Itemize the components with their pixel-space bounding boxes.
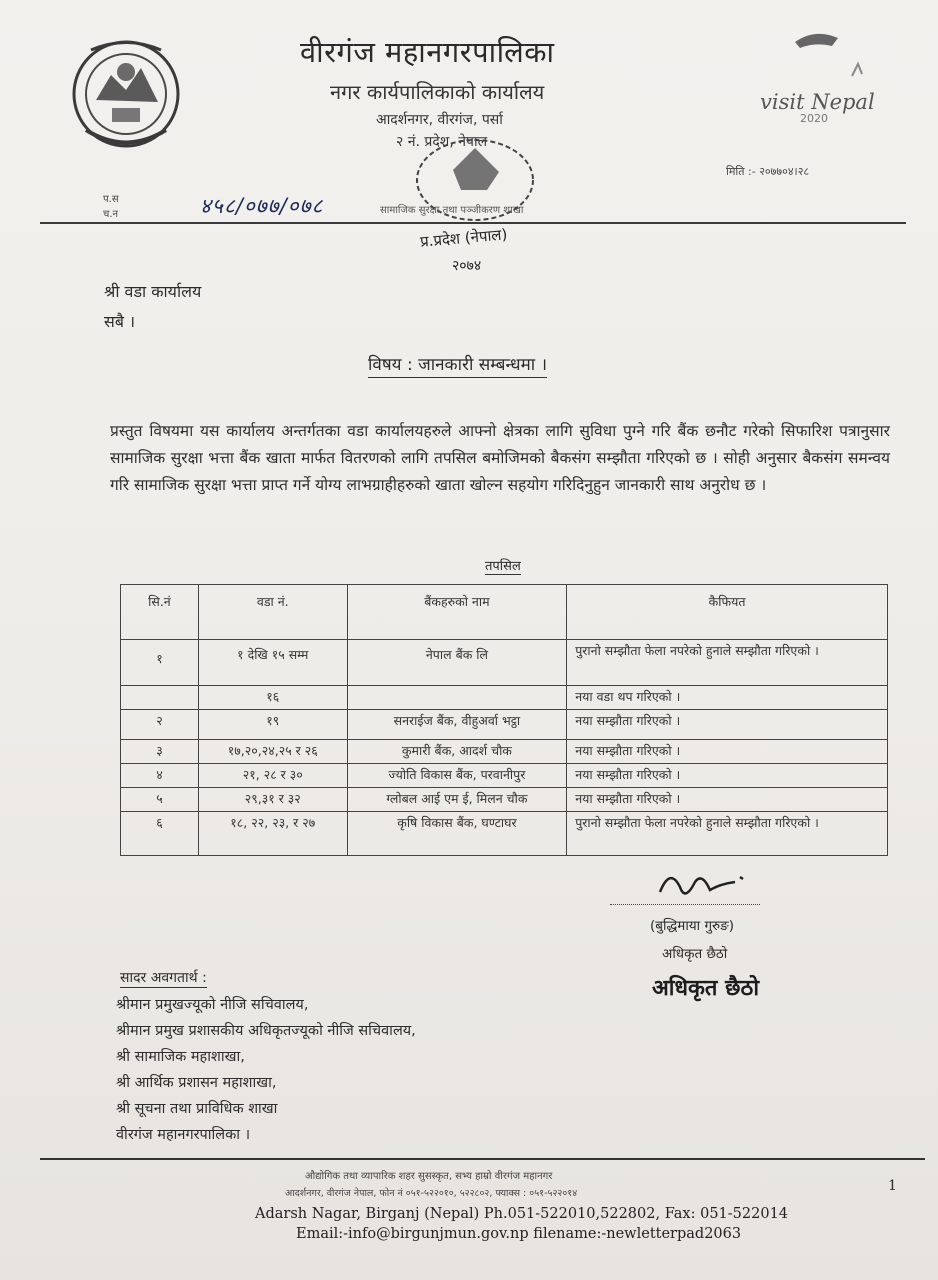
office-address: आदर्शनगर, वीरगंज, पर्सा [376,112,503,128]
signature-line [610,904,760,905]
office-title: वीरगंज महानगरपालिका [300,35,555,69]
cc-title: सादर अवगतार्थ : [120,970,207,986]
cc-item: श्री आर्थिक प्रशासन महाशाखा, [116,1075,277,1091]
table-caption: तपसिल [485,556,521,575]
cc-item: श्री सूचना तथा प्राविधिक शाखा [116,1101,278,1117]
signatory-stamp: अधिकृत छैठो [652,976,760,1001]
letter-body: प्रस्तुत विषयमा यस कार्यालय अन्तर्गतका वडा कार्यालयहरुले आफ्नो क्षेत्रका लागि सुविधा पुग्ने गरि बैंक छनौट गरेको सिफारिश पत्रानुसार सामाजिक सुरक्षा भत्ता बैंक खाता मार्फत वितरणको लागि तपसिल बमोजिमको बैकसंग सम्झौता गरिएको छ । सोही अनुसार बैकसंग समन्वय गरि सामाजिक सुरक्षा भत्ता प्राप्त गर्ने योग्य लाभग्राहीहरुको खाता खोल्न सहयोग गरिदिनुहुन जानकारी साथ अनुरोध छ । [110,422,890,494]
cc-item: वीरगंज महानगरपालिका । [116,1127,251,1143]
footer-slogan: औद्योगिक तथा व्यापारिक शहर सुसस्कृत, सभ्य हाम्रो वीरगंज महानगर [305,1171,553,1182]
office-stamp-icon [395,120,555,270]
table-row: ४ २१, २८ र ३० ज्योति विकास बैंक, परवानीपुर नया सम्झौता गरिएको । [121,764,888,788]
cc-item: श्रीमान प्रमुखज्यूको नीजि सचिवालय, [116,997,309,1013]
visit-nepal-logo-icon [760,24,900,134]
recipient-line-2: सबै । [104,312,136,331]
visit-nepal-year: 2020 [800,112,828,125]
table-header-row [121,585,888,640]
department-name: सामाजिक सुरक्षा तथा पञ्जीकरण शाखा [380,205,524,216]
visit-nepal-text: visit Nepal [760,90,875,114]
header-bank: बैंकहरुको नाम [347,585,567,640]
stamp-year: २०७४ [452,258,482,274]
patra-label: प.स च.न [103,194,119,220]
page-number: 1 [888,1178,897,1194]
office-subtitle: नगर कार्यपालिकाको कार्यालय [330,80,545,104]
nepal-emblem-icon [66,30,186,155]
letter-subject: विषय : जानकारी सम्बन्धमा । [368,352,547,378]
signatory-name: (बुद्धिमाया गुरुङ) [650,918,734,934]
footer-address-nepali: आदर्शनगर, वीरगंज नेपाल, फोन नं ०५१-५२२०१०, ५२२८०२, फ्याक्स : ०५१-५२२०१४ [285,1188,578,1199]
recipient-line-1: श्री वडा कार्यालय [104,282,202,301]
bank-agreement-table [120,584,888,856]
footer-address-english: Adarsh Nagar, Birganj (Nepal) Ph.051-522010,522802, Fax: 051-522014 [255,1206,789,1222]
footer-rule [40,1158,925,1160]
office-ward: २ नं. प्रदेश, नेपाल [396,134,488,150]
letter-date: मिति :- २०७७०४।२८ [726,165,810,178]
header-remark: कैफियत [567,585,888,640]
header-ward: वडा नं. [198,585,347,640]
table-row: ३ १७,२०,२४,२५ र २६ कुमारी बैंक, आदर्श चौक नया सम्झौता गरिएको । [121,740,888,764]
cc-item: श्रीमान प्रमुख प्रशासकीय अधिकृतज्यूको नीजि सचिवालय, [116,1023,416,1039]
cc-item: श्री सामाजिक महाशाखा, [116,1049,245,1065]
footer-email: Email:-info@birgunjmun.gov.np filename:-newletterpad2063 [296,1226,742,1242]
reference-number: ४५८/०७७/०७८ [200,194,324,218]
table-row: ६ १८, २२, २३, र २७ कृषि विकास बैंक, घण्टाघर पुरानो सम्झौता फेला नपरेको हुनाले सम्झौता गरिएको । [121,812,888,856]
table-row: १६ नया वडा थप गरिएको । [121,686,888,710]
stamp-text: प्र.प्रदेश (नेपाल) [419,225,509,251]
table-row: १ १ देखि १५ सम्म नेपाल बैंक लि पुरानो सम्झौता फेला नपरेको हुनाले सम्झौता गरिएको । [121,640,888,686]
table-row: ५ २९,३१ र ३२ ग्लोबल आई एम ई, मिलन चौक नया सम्झौता गरिएको । [121,788,888,812]
header-sn: सि.नं [121,585,199,640]
signatory-title: अधिकृत छैठो [662,946,728,962]
table-row: २ १९ सनराईज बैंक, वीहुअर्वा भट्ठा नया सम्झौता गरिएको । [121,710,888,740]
